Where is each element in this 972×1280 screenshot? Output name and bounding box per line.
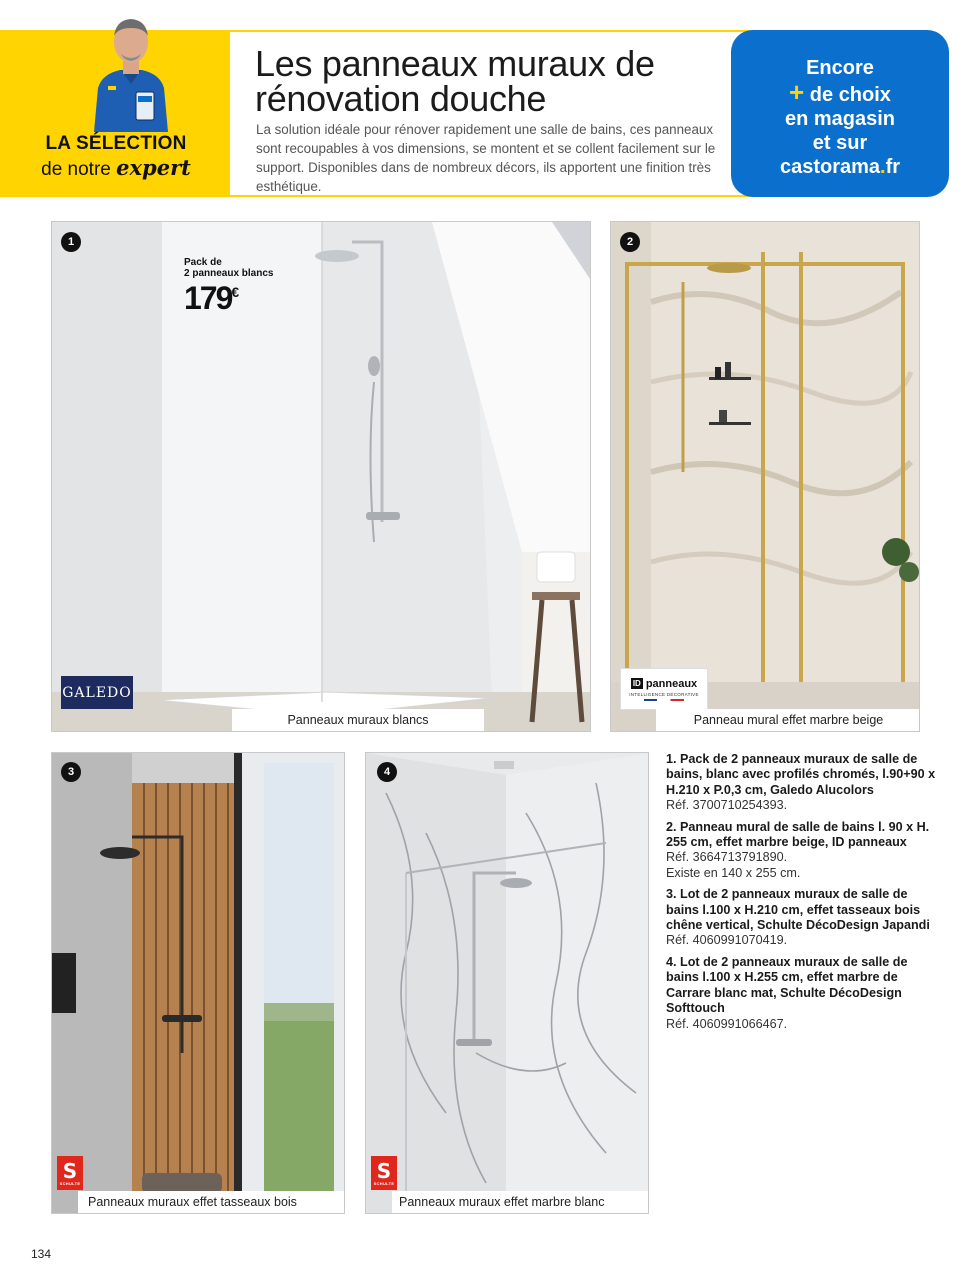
logo-word: SCHULTE (59, 1180, 81, 1186)
promo-line-3: en magasin (784, 108, 896, 130)
promo-line-2 (731, 77, 949, 107)
page-title (255, 43, 725, 119)
selection-title: LA SÉLECTION (45, 133, 187, 154)
schulte-logo (371, 1156, 397, 1190)
page-number: 134 (31, 1247, 52, 1261)
expert-portrait (88, 10, 174, 132)
product-title: 2. Panneau mural de salle de bains l. 90 x H. 255 cm, effet marbre beige, ID panneaux (666, 819, 930, 850)
price-value: 179 (184, 280, 232, 316)
schulte-logo (57, 1156, 83, 1190)
price-currency: € (231, 284, 240, 300)
product-ref: Réf. 3700710254393. (666, 798, 788, 813)
photo-caption: Panneaux muraux blancs (232, 709, 484, 731)
product-descriptions (666, 752, 936, 1038)
price-tag (184, 280, 239, 317)
site-tld: fr (885, 156, 901, 178)
product-variant: Existe en 140 x 255 cm. (666, 865, 801, 880)
photo-number-badge: 1 (61, 232, 81, 252)
selection-subtitle (0, 155, 232, 181)
product-photo-1[interactable] (51, 221, 591, 732)
promo-box (731, 30, 949, 197)
product-description-3 (666, 887, 936, 949)
product-description-4 (666, 955, 936, 1032)
product-ref: Réf. 3664713791890. (666, 850, 788, 865)
product-ref: Réf. 4060991066467. (666, 1016, 788, 1031)
photo-caption: Panneau mural effet marbre beige (656, 709, 920, 731)
photo-number-badge: 3 (61, 762, 81, 782)
product-description-2 (666, 820, 936, 882)
promo-website[interactable] (731, 155, 949, 179)
photo-number-badge: 2 (620, 232, 640, 252)
title-line-2: rénovation douche (255, 78, 547, 119)
price-label (184, 257, 273, 279)
promo-line-1: Encore (806, 57, 874, 79)
site-name: castorama (779, 156, 881, 178)
photo-caption: Panneaux muraux effet tasseaux bois (78, 1191, 345, 1213)
price-label-line-1: Pack de (184, 257, 222, 268)
photo-number-badge: 4 (377, 762, 397, 782)
title-line-1: Les panneaux muraux de (255, 43, 655, 84)
selection-prefix: de notre (41, 159, 111, 180)
galedo-logo: GALEDO (61, 676, 133, 709)
product-ref: Réf. 4060991070419. (666, 933, 788, 948)
product-photo-3[interactable] (51, 752, 345, 1214)
site-dot: . (880, 156, 886, 178)
white-shower-scene (52, 222, 591, 732)
product-title: 4. Lot de 2 panneaux muraux de salle de bains l.100 x H.255 cm, effet marbre de Carrare blanc mat, Schulte DécoDesign Softtouch (666, 954, 908, 1016)
promo-line-2-text: de choix (804, 84, 891, 106)
logo-letter: S (62, 1158, 78, 1183)
marble-beige-shower-scene (611, 222, 920, 732)
product-photo-4[interactable] (365, 752, 649, 1214)
product-title: 3. Lot de 2 panneaux muraux de salle de bains l.100 x H.210 cm, effet tasseaux bois chêne vertical, Schulte DécoDesign Japandi (666, 887, 930, 933)
logo-tagline: INTELLIGENCE DÉCORATIVE (629, 691, 699, 697)
logo-brand-name: panneaux (645, 677, 698, 690)
selection-script: expert (116, 155, 191, 180)
product-photo-2[interactable] (610, 221, 920, 732)
logo-stripe (644, 699, 684, 701)
product-description-1 (666, 752, 936, 814)
logo-letter: S (376, 1158, 392, 1183)
id-panneaux-logo (620, 668, 708, 710)
wood-slat-shower-scene (52, 753, 345, 1214)
price-label-line-2: 2 panneaux blancs (184, 268, 274, 279)
logo-main-row (631, 678, 697, 690)
promo-line-4: et sur (812, 132, 868, 154)
white-marble-shower-scene (366, 753, 649, 1214)
photo-caption: Panneaux muraux effet marbre blanc (392, 1191, 649, 1213)
logo-id-mark: ID (632, 679, 641, 688)
page-intro: La solution idéale pour rénover rapidement une salle de bains, ces panneaux sont recoupables à vos dimensions, se montent et se collent facilement sur le support. Disponibles dans de nombreux décors, ils apportent une finition très esthétique. (256, 122, 716, 194)
product-title: 1. Pack de 2 panneaux muraux de salle de bains, blanc avec profilés chromés, l.90+90 x H.210 x P.0,3 cm, Galedo Alucolors (666, 752, 936, 797)
logo-word: SCHULTE (373, 1180, 395, 1186)
plus-icon: + (789, 77, 805, 107)
